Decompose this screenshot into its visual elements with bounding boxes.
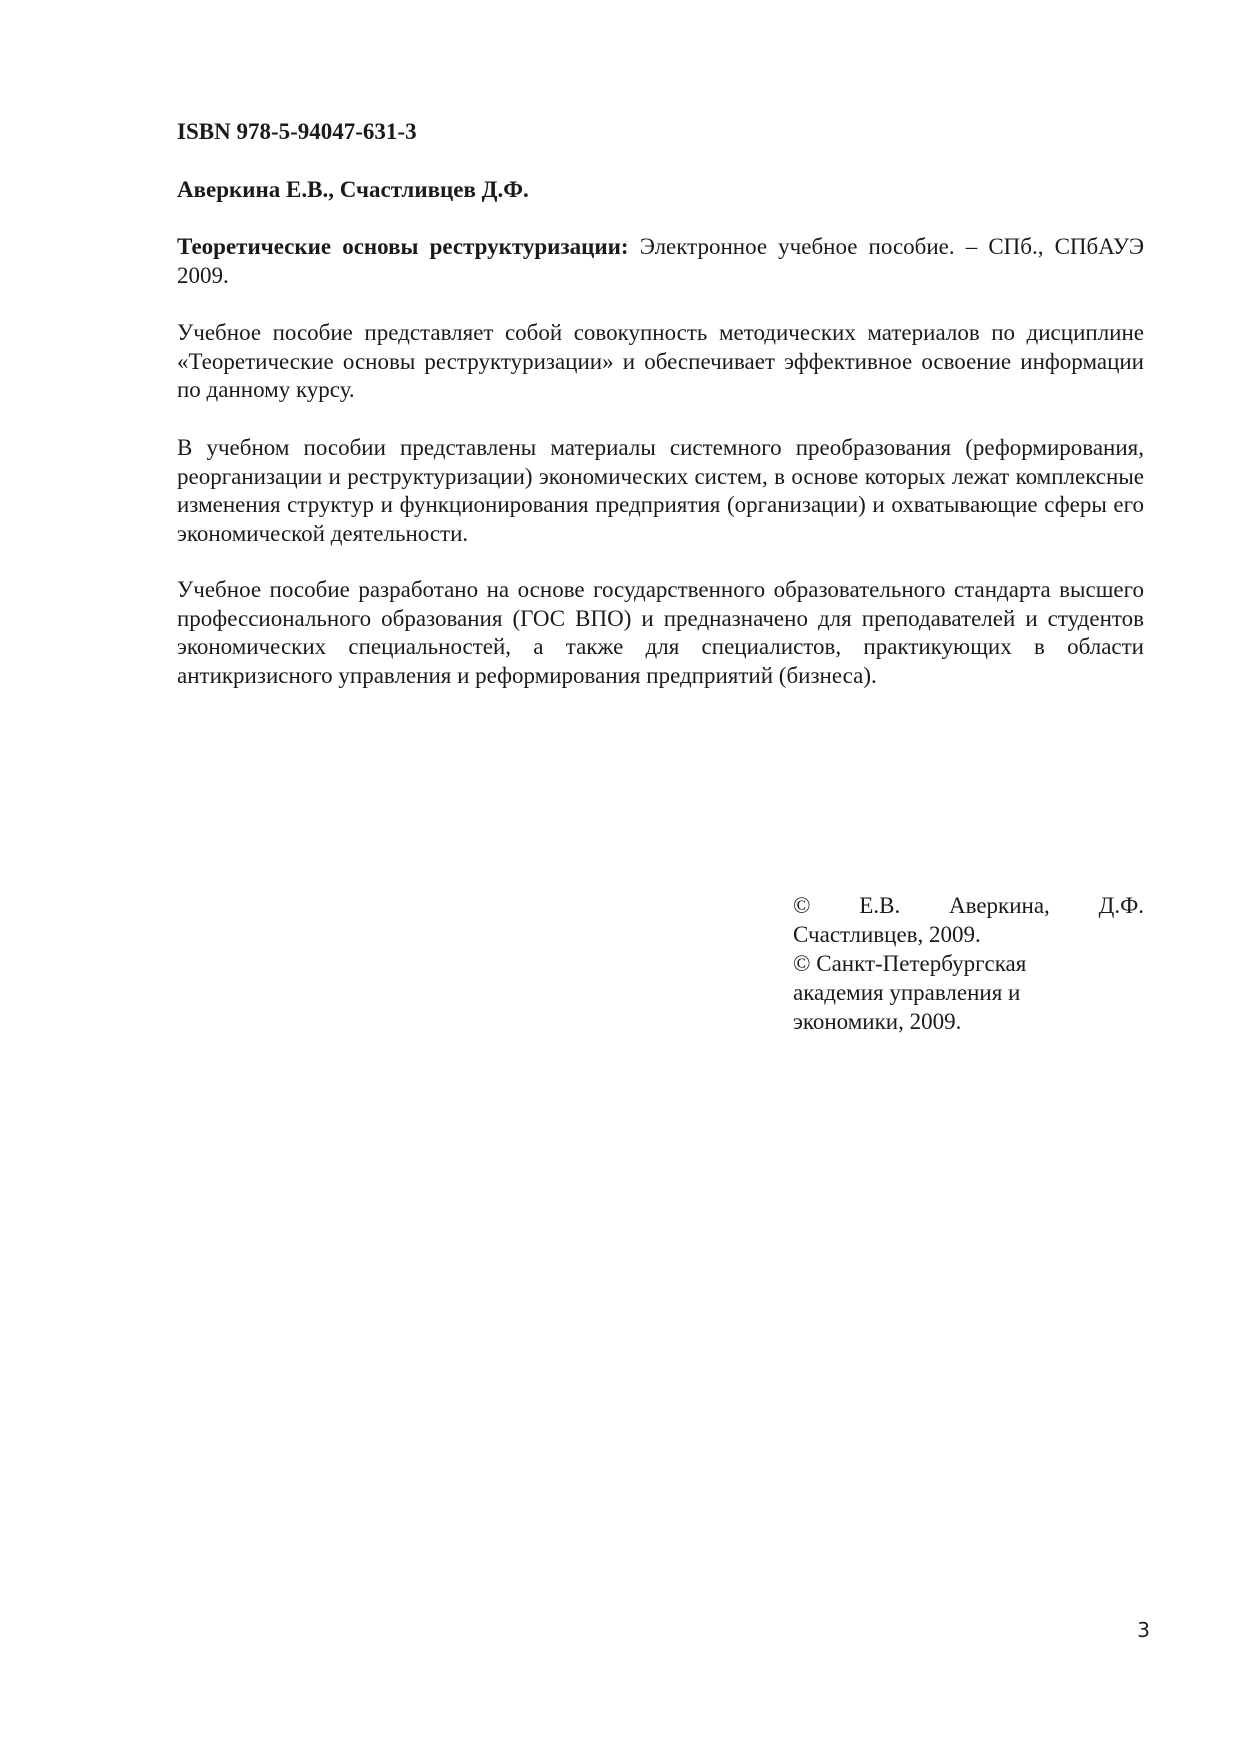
book-title: Теоретические основы реструктуризации:	[177, 234, 629, 259]
bibliographic-description	[177, 233, 1144, 290]
annotation-paragraph-3: Учебное пособие разработано на основе государственного образовательного стандарта высшего профессионального образования (ГОС ВПО) и предназначено для преподавателей и студентов экономических специальностей, а также для специалистов, практикующих в области антикризисного управления и реформирования предприятий (бизнеса).	[177, 577, 1144, 688]
copyright-line: © Санкт-Петербургская	[793, 951, 1027, 976]
copyright-line: академия управления и	[793, 980, 1021, 1005]
annotation-paragraph-1: Учебное пособие представляет собой совокупность методических материалов по дисциплине «Теоретические основы реструктуризации» и обеспечивает эффективное освоение информации по данному курсу.	[177, 320, 1144, 402]
annotation-paragraph-2: В учебном пособии представлены материалы системного преобразования (реформирования, реорганизации и реструктуризации) экономических систем, в основе которых лежат комплексные изменения структур и функционирования предприятия (организации) и охватывающие сферы его экономической деятельности.	[177, 435, 1144, 546]
copyright-notice	[793, 891, 1144, 1036]
book-publication-info: Электронное учебное пособие. – СПб., СПбАУЭ 2009.	[177, 234, 1144, 288]
page-number: 3	[1137, 1618, 1150, 1642]
isbn: ISBN 978-5-94047-631-3	[177, 119, 417, 144]
authors: Аверкина Е.В., Счастливцев Д.Ф.	[177, 177, 529, 202]
copyright-line: Счастливцев, 2009.	[793, 922, 981, 947]
copyright-line: © Е.В. Аверкина, Д.Ф.	[793, 893, 1144, 918]
copyright-line: экономики, 2009.	[793, 1009, 962, 1034]
